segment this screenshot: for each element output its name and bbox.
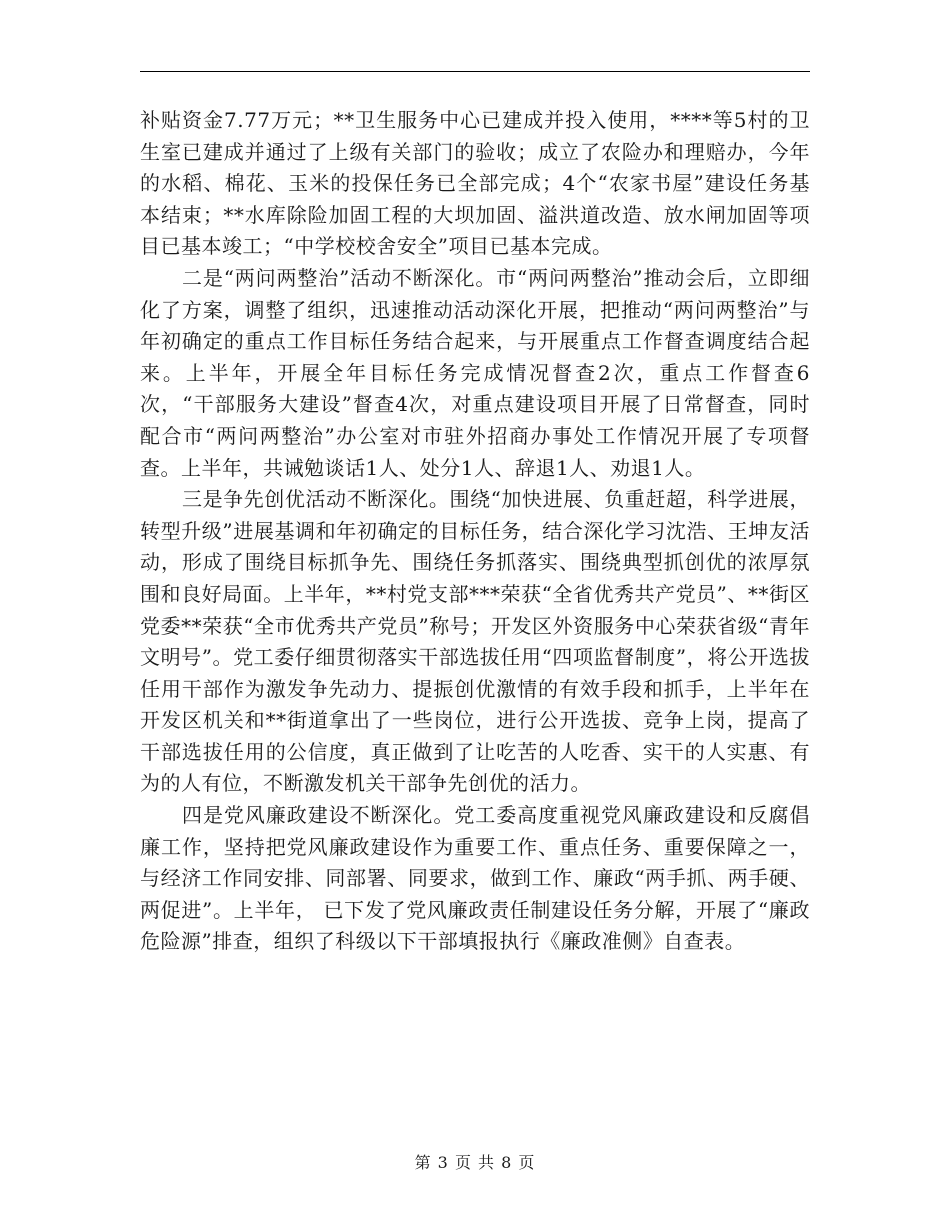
page-number-label: 第 3 页 共 8 页: [414, 1153, 536, 1172]
paragraph-2: 二是“两问两整治”活动不断深化。市“两问两整治”推动会后，立即细化了方案，调整了组织，迅速推动活动深化开展，把推动“两问两整治”与年初确定的重点工作目标任务结合起来，与开展重点工作督查调度结合起来。上半年，开展全年目标任务完成情况督查2次，重点工作督查6次，“干部服务大建设”督查4次，对重点建设项目开展了日常督查，同时配合市“两问两整治”办公室对市驻外招商办事处工作情况开展了专项督查。上半年，共诫勉谈话1人、处分1人、辞退1人、劝退1人。: [140, 265, 810, 480]
paragraph-1: 补贴资金7.77万元；**卫生服务中心已建成并投入使用，****等5村的卫生室已建成并通过了上级有关部门的验收；成立了农险办和理赔办，今年的水稻、棉花、玉米的投保任务已全部完成；4个“农家书屋”建设任务基本结束；**水库除险加固工程的大坝加固、溢洪道改造、放水闸加固等项目已基本竣工；“中学校校舍安全”项目已基本完成。: [140, 108, 810, 259]
document-body: [140, 105, 810, 958]
page-footer: [0, 1152, 950, 1174]
header-rule: [140, 71, 810, 72]
paragraph-4: 四是党风廉政建设不断深化。党工委高度重视党风廉政建设和反腐倡廉工作，坚持把党风廉政建设作为重要工作、重点任务、重要保障之一，与经济工作同安排、同部署、同要求，做到工作、廉政“两手抓、两手硬、两促进”。上半年， 已下发了党风廉政责任制建设任务分解，开展了“廉政危险源”排查，组织了科级以下干部填报执行《廉政准侧》自查表。: [140, 803, 810, 954]
paragraph-3: 三是争先创优活动不断深化。围绕“加快进展、负重赶超，科学进展，转型升级”进展基调和年初确定的目标任务，结合深化学习沈浩、王坤友活动，形成了围绕目标抓争先、围绕任务抓落实、围绕典型抓创优的浓厚氛围和良好局面。上半年，**村党支部***荣获“全省优秀共产党员”、**街区党委**荣获“全市优秀共产党员”称号；开发区外资服务中心荣获省级“青年文明号”。党工委仔细贯彻落实干部选拔任用“四项监督制度”，将公开选拔任用干部作为激发争先动力、提振创优激情的有效手段和抓手，上半年在开发区机关和**街道拿出了一些岗位，进行公开选拔、竞争上岗，提高了干部选拔任用的公信度，真正做到了让吃苦的人吃香、实干的人实惠、有为的人有位，不断激发机关干部争先创优的活力。: [140, 487, 810, 796]
